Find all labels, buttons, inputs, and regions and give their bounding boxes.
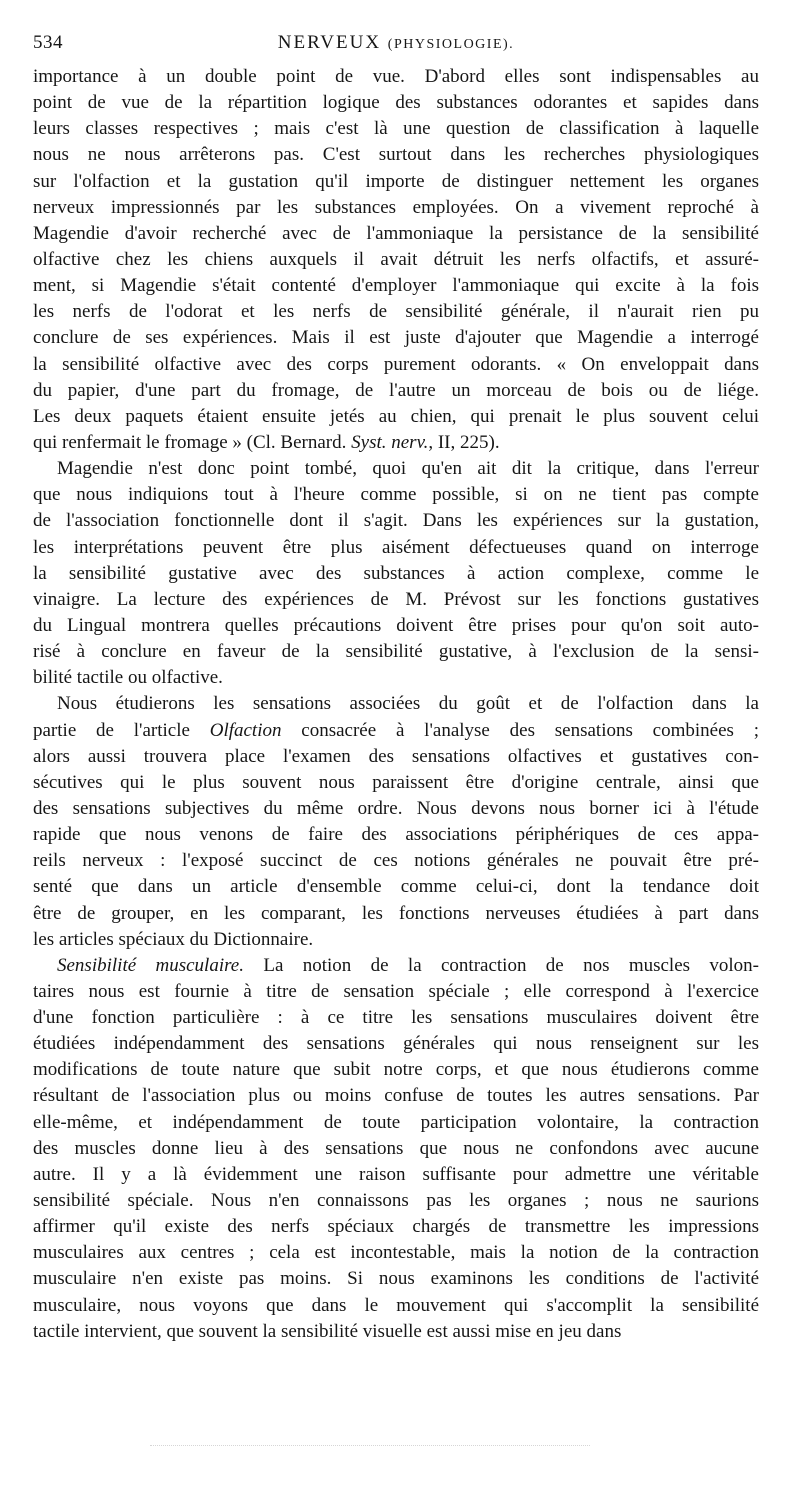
page-number: 534 xyxy=(33,32,63,53)
text-line: d'une fonction particulière : à ce titre les sensations musculaires doivent être xyxy=(33,1007,759,1029)
text-line: tactile intervient, que souvent la sensibilité visuelle est aussi mise en jeu dans xyxy=(33,1320,622,1342)
text-line: qui renfermait le fromage » (Cl. Bernard. Syst. nerv., II, 225). xyxy=(33,431,500,453)
text-line: la sensibilité olfactive avec des corps purement odorants. « On enveloppait dans xyxy=(33,353,759,375)
italic-run: Syst. nerv. xyxy=(351,431,429,453)
text-line: du papier, d'une part du fromage, de l'autre un morceau de bois ou de liége. xyxy=(33,379,759,401)
text-line: musculaire n'en existe pas moins. Si nous examinons les conditions de l'activité xyxy=(33,1268,759,1290)
article-text xyxy=(33,64,759,1345)
italic-run: Olfaction xyxy=(209,719,282,741)
text-line: elle-même, et indépendamment de toute participation volontaire, la contraction xyxy=(33,1111,759,1133)
text-line: des sensations subjectives du même ordre. Nous devons nous borner ici à l'étude xyxy=(33,797,759,819)
text-line: des muscles donne lieu à des sensations que nous ne confondons avec aucune xyxy=(33,1137,759,1159)
text-line: Les deux paquets étaient ensuite jetés au chien, qui prenait le plus souvent celui xyxy=(33,405,759,427)
text-line: Magendie n'est donc point tombé, quoi qu'en ait dit la critique, dans l'erreur xyxy=(57,458,759,480)
text-line: rapide que nous venons de faire des associations périphériques de ces appa- xyxy=(33,824,759,846)
running-title-subtitle: (PHYSIOLOGIE). xyxy=(387,37,515,52)
text-line: de l'association fonctionnelle dont il s'agit. Dans les expériences sur la gustation, xyxy=(33,510,759,532)
text-line: partie de l'article Olfaction consacrée à l'analyse des sensations combinées ; xyxy=(33,719,759,741)
text-line: olfactive chez les chiens auxquels il avait détruit les nerfs olfactifs, et assuré- xyxy=(33,248,759,270)
running-title xyxy=(33,26,759,62)
bottom-smudge-marks xyxy=(150,1445,590,1452)
text-line: du Lingual montrera quelles précautions doivent être prises pour qu'on soit auto- xyxy=(33,614,759,636)
text-line: importance à un double point de vue. D'abord elles sont indispensables au xyxy=(33,66,759,87)
text-line: que nous indiquions tout à l'heure comme possible, si on ne tient pas compte xyxy=(33,484,759,506)
text-line: les interprétations peuvent être plus aisément défectueuses quand on interroge xyxy=(33,536,759,558)
text-line: leurs classes respectives ; mais c'est là une question de classification à laquelle xyxy=(33,118,759,140)
text-line: Nous étudierons les sensations associées du goût et de l'olfaction dans la xyxy=(57,693,759,715)
text-line: conclure de ses expériences. Mais il est juste d'ajouter que Magendie a interrogé xyxy=(33,327,759,349)
book-page xyxy=(33,26,759,1345)
text-line: bilité tactile ou olfactive. xyxy=(33,667,223,689)
running-head xyxy=(33,26,759,60)
text-line: Sensibilité musculaire. La notion de la contraction de nos muscles volon- xyxy=(57,954,759,976)
text-line: musculaire, nous voyons que dans le mouvement qui s'accomplit la sensibilité xyxy=(33,1294,759,1316)
text-line: modifications de toute nature que subit notre corps, et que nous étudierons comme xyxy=(33,1059,759,1081)
text-line: étudiées indépendamment des sensations générales qui nous renseignent sur les xyxy=(33,1033,759,1055)
text-line: taires nous est fournie à titre de sensation spéciale ; elle correspond à l'exercice xyxy=(33,980,759,1002)
italic-run: Sensibilité musculaire. xyxy=(57,954,244,976)
text-line: sur l'olfaction et la gustation qu'il importe de distinguer nettement les organes xyxy=(33,170,759,192)
text-line: point de vue de la répartition logique des substances odorantes et sapides dans xyxy=(33,92,759,114)
text-line: Magendie d'avoir recherché avec de l'ammoniaque la persistance de la sensibilité xyxy=(33,222,759,244)
text-line: alors aussi trouvera place l'examen des sensations olfactives et gustatives con- xyxy=(33,745,759,767)
text-line: nous ne nous arrêterons pas. C'est surtout dans les recherches physiologiques xyxy=(33,144,759,166)
text-line: sécutives qui le plus souvent nous paraissent être d'origine centrale, ainsi que xyxy=(33,771,759,793)
text-line: risé à conclure en faveur de la sensibilité gustative, à l'exclusion de la sensi- xyxy=(33,641,759,663)
text-line: reils nerveux : l'exposé succinct de ces notions générales ne pouvait être pré- xyxy=(33,850,759,872)
text-line: les nerfs de l'odorat et les nerfs de sensibilité générale, il n'aurait rien pu xyxy=(33,301,759,323)
text-line: résultant de l'association plus ou moins confuse de toutes les autres sensations. Par xyxy=(33,1085,759,1107)
text-line: nerveux impressionnés par les substances employées. On a vivement reproché à xyxy=(33,196,759,218)
text-line: sensibilité spéciale. Nous n'en connaissons pas les organes ; nous ne saurions xyxy=(33,1190,759,1212)
text-line: être de grouper, en les comparant, les fonctions nerveuses étudiées à part dans xyxy=(33,902,759,924)
text-line: vinaigre. La lecture des expériences de M. Prévost sur les fonctions gustatives xyxy=(33,588,759,610)
text-line: senté que dans un article d'ensemble comme celui-ci, dont la tendance doit xyxy=(33,876,759,898)
text-line: la sensibilité gustative avec des substances à action complexe, comme le xyxy=(33,562,759,584)
text-line: autre. Il y a là évidemment une raison suffisante pour admettre une véritable xyxy=(33,1163,759,1185)
text-line: les articles spéciaux du Dictionnaire. xyxy=(33,928,314,950)
text-line: affirmer qu'il existe des nerfs spéciaux chargés de transmettre les impressions xyxy=(33,1216,759,1238)
text-line: ment, si Magendie s'était contenté d'employer l'ammoniaque qui excite à la fois xyxy=(33,275,759,297)
text-line: musculaires aux centres ; cela est incontestable, mais la notion de la contraction xyxy=(33,1242,759,1264)
running-title-main: NERVEUX xyxy=(277,32,382,53)
